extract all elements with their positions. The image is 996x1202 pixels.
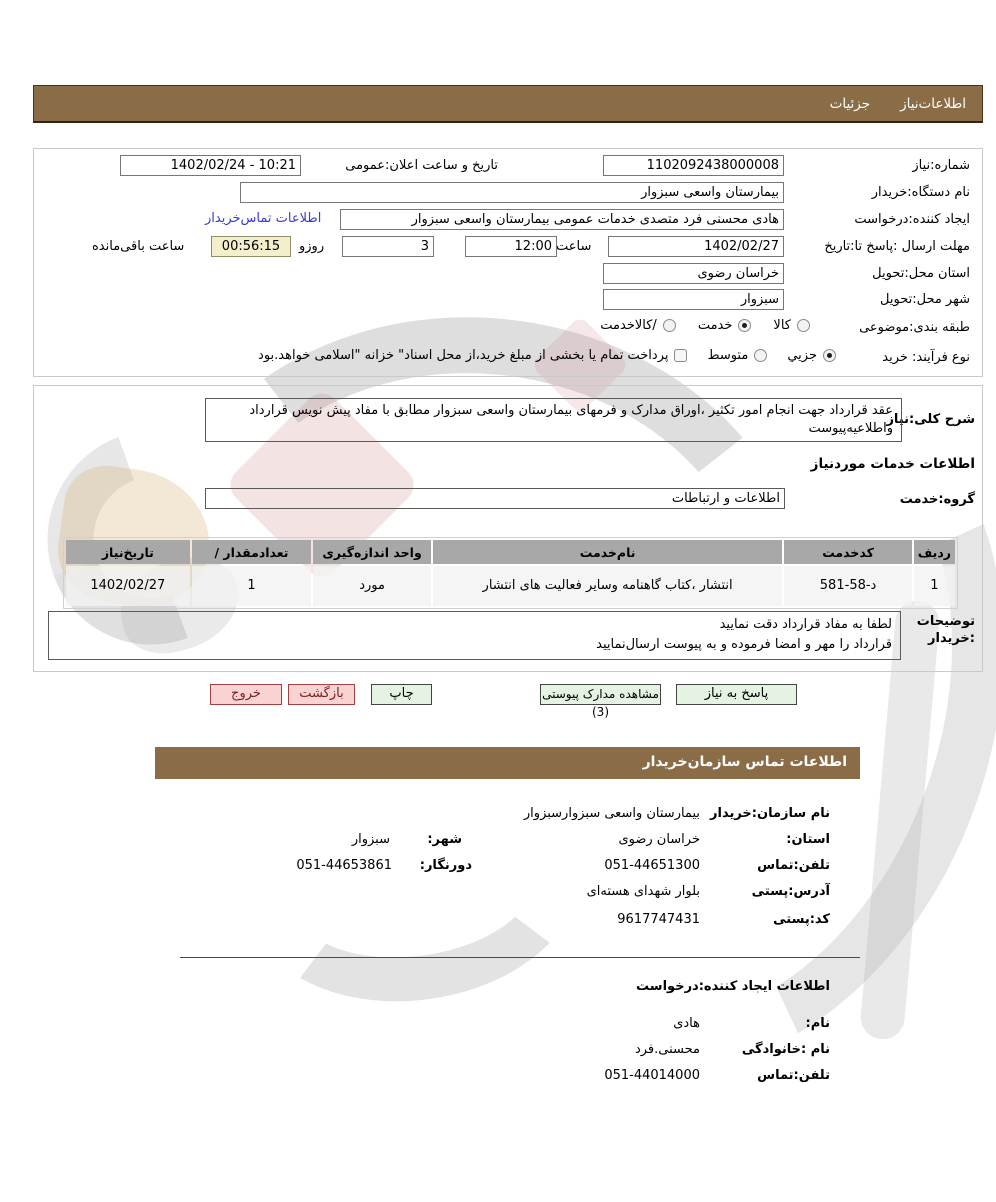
option-goods	[773, 318, 810, 333]
remaining-days-value: 3	[342, 236, 434, 257]
request-creator-value: هادی محسنی فرد متصدی خدمات عمومی بیمارستان واسعی سبزوار	[340, 209, 784, 230]
buyer-note-line-2: قرارداد را مهر و امضا فرموده و به پیوست ارسال‌نمایید	[596, 637, 892, 652]
goods-radio[interactable]	[797, 319, 810, 332]
watermark-arc	[236, 758, 593, 1022]
org-address-value: بلوار شهدای هسته‌ای	[586, 884, 700, 899]
org-fax-label: دورنگار:	[419, 858, 472, 873]
buyer-note-line-1: لطفا به مفاد قرارداد دقت نمایید	[719, 617, 892, 632]
buyer-notes-label: توضیحات :خریدار	[916, 614, 975, 646]
treasury-payment-label: پرداخت تمام یا بخشی از مبلغ خرید،از محل اسناد" خزانه "اسلامی خواهد.بود	[258, 348, 669, 363]
org-name-label: نام سازمان:خریدار	[710, 806, 830, 821]
org-fax-value: 051-44653861	[296, 858, 392, 873]
medium-radio-label: متوسط	[707, 348, 749, 363]
hour-label: ساعت	[556, 239, 592, 254]
services-table	[64, 538, 957, 608]
org-province-label: استان:	[786, 832, 830, 847]
cell-service-name: انتشار ،کتاب گاهنامه وسایر فعالیت های انتشار	[433, 566, 782, 606]
requester-last-name-label: نام :خانوادگی	[741, 1042, 830, 1057]
need-summary-text: عقد قرارداد جهت انجام امور تکثیر ،اوراق مدارک و فرمهای بیمارستان واسعی سبزوار مطابق با مفاد پیش نویس قرارداد واطلاعیه‌پیوست	[205, 398, 902, 442]
delivery-city-value: سبزوار	[603, 289, 784, 310]
back-button[interactable]: بازگشت	[288, 684, 355, 705]
buyer-org-label: نام دستگاه:خریدار	[871, 185, 970, 200]
service-group-value: اطلاعات و ارتباطات	[205, 488, 785, 509]
cell-quantity: 1	[192, 566, 312, 606]
services-table-header-row	[66, 540, 955, 564]
reply-to-need-button[interactable]: پاسخ به نیاز	[676, 684, 797, 705]
request-creator-label: ایجاد کننده:درخواست	[854, 212, 970, 227]
requester-phone-value: 051-44014000	[604, 1068, 700, 1083]
goods-service-radio[interactable]	[663, 319, 676, 332]
requester-last-name-value: محسنی.فرد	[634, 1042, 700, 1057]
process-type-options	[258, 348, 836, 363]
process-type-label: نوع فرآیند: خرید	[882, 350, 970, 365]
days-label: روزو	[299, 239, 325, 254]
option-service	[698, 318, 752, 333]
services-table-wrapper	[63, 537, 958, 609]
medium-radio[interactable]	[754, 349, 767, 362]
announce-datetime-label: تاریخ و ساعت اعلان:عمومی	[345, 158, 498, 173]
requester-section-heading: اطلاعات ایجاد کننده:درخواست	[636, 979, 830, 994]
remaining-hours-label: ساعت باقی‌مانده	[92, 239, 185, 254]
section-divider	[180, 957, 860, 958]
org-address-label: آدرس:پستی	[751, 884, 830, 899]
deadline-date-value: 1402/02/27	[608, 236, 784, 257]
buyer-contact-link[interactable]: اطلاعات تماس‌خریدار	[205, 211, 322, 226]
need-summary-label: شرح کلی:نیاز	[886, 412, 975, 427]
service-group-label: گروه:خدمت	[899, 492, 975, 507]
org-city-value: سبزوار	[351, 832, 390, 847]
col-row-number: ردیف	[914, 540, 955, 564]
tab-details[interactable]: جزئیات	[829, 95, 871, 112]
requester-first-name-value: هادی	[673, 1016, 700, 1031]
org-postal-value: 9617747431	[617, 912, 700, 927]
option-medium	[707, 348, 767, 363]
tab-need-info[interactable]: اطلاعات‌نیاز	[900, 95, 966, 112]
service-radio-label: خدمت	[697, 318, 733, 333]
org-phone-label: تلفن:تماس	[757, 858, 830, 873]
reply-deadline-label: مهلت ارسال :پاسخ تا:تاریخ	[824, 239, 970, 254]
org-city-label: شهر:	[427, 832, 462, 847]
cell-unit: مورد	[313, 566, 431, 606]
col-service-code: کدخدمت	[784, 540, 911, 564]
buyer-contact-header: اطلاعات تماس سازمان‌خریدار	[155, 747, 860, 779]
main-tab-bar	[33, 85, 983, 123]
goods-service-radio-label: /کالاخدمت	[600, 318, 657, 333]
col-service-name: نام‌خدمت	[433, 540, 782, 564]
delivery-province-label: استان محل:تحویل	[872, 266, 970, 281]
goods-radio-label: کالا	[773, 318, 791, 333]
delivery-province-value: خراسان رضوی	[603, 263, 784, 284]
option-treasury-payment	[258, 348, 687, 363]
view-attachments-button[interactable]: مشاهده مدارک پیوستی (3)	[540, 684, 661, 705]
announce-datetime-value: 1402/02/24 - 10:21	[120, 155, 301, 176]
delivery-city-label: شهر محل:تحویل	[880, 292, 970, 307]
print-button[interactable]: چاپ	[371, 684, 432, 705]
org-phone-value: 051-44651300	[604, 858, 700, 873]
org-province-value: خراسان رضوی	[618, 832, 700, 847]
option-minor	[787, 348, 836, 363]
exit-button[interactable]: خروج	[210, 684, 282, 705]
need-number-value: 1102092438000008	[603, 155, 784, 176]
requester-first-name-label: نام:	[805, 1016, 830, 1031]
cell-row-number: 1	[914, 566, 955, 606]
deadline-time-value: 12:00	[465, 236, 557, 257]
cell-need-date: 1402/02/27	[66, 566, 190, 606]
remaining-time-value: 00:56:15	[211, 236, 291, 257]
buyer-notes-box	[48, 611, 901, 660]
need-number-label: شماره:نیاز	[912, 158, 970, 173]
minor-radio[interactable]	[823, 349, 836, 362]
services-section-heading: اطلاعات خدمات موردنیاز	[810, 456, 975, 472]
org-postal-label: کد:پستی	[773, 912, 830, 927]
subject-category-label: طبقه بندی:موضوعی	[859, 320, 970, 335]
minor-radio-label: جزیي	[787, 348, 817, 363]
requester-phone-label: تلفن:تماس	[757, 1068, 830, 1083]
service-radio[interactable]	[738, 319, 751, 332]
treasury-payment-checkbox[interactable]	[674, 349, 687, 362]
col-unit: واحد اندازه‌گیری	[313, 540, 431, 564]
col-need-date: تاریخ‌نیاز	[66, 540, 190, 564]
org-name-value: بیمارستان واسعی سبزوارسبزوار	[523, 806, 700, 821]
table-row	[66, 566, 955, 606]
option-goods-service	[600, 318, 676, 333]
col-quantity: تعدادمقدار /	[192, 540, 312, 564]
cell-service-code: د-58-581	[784, 566, 911, 606]
subject-category-options	[600, 318, 810, 333]
buyer-org-value: بیمارستان واسعی سبزوار	[240, 182, 784, 203]
